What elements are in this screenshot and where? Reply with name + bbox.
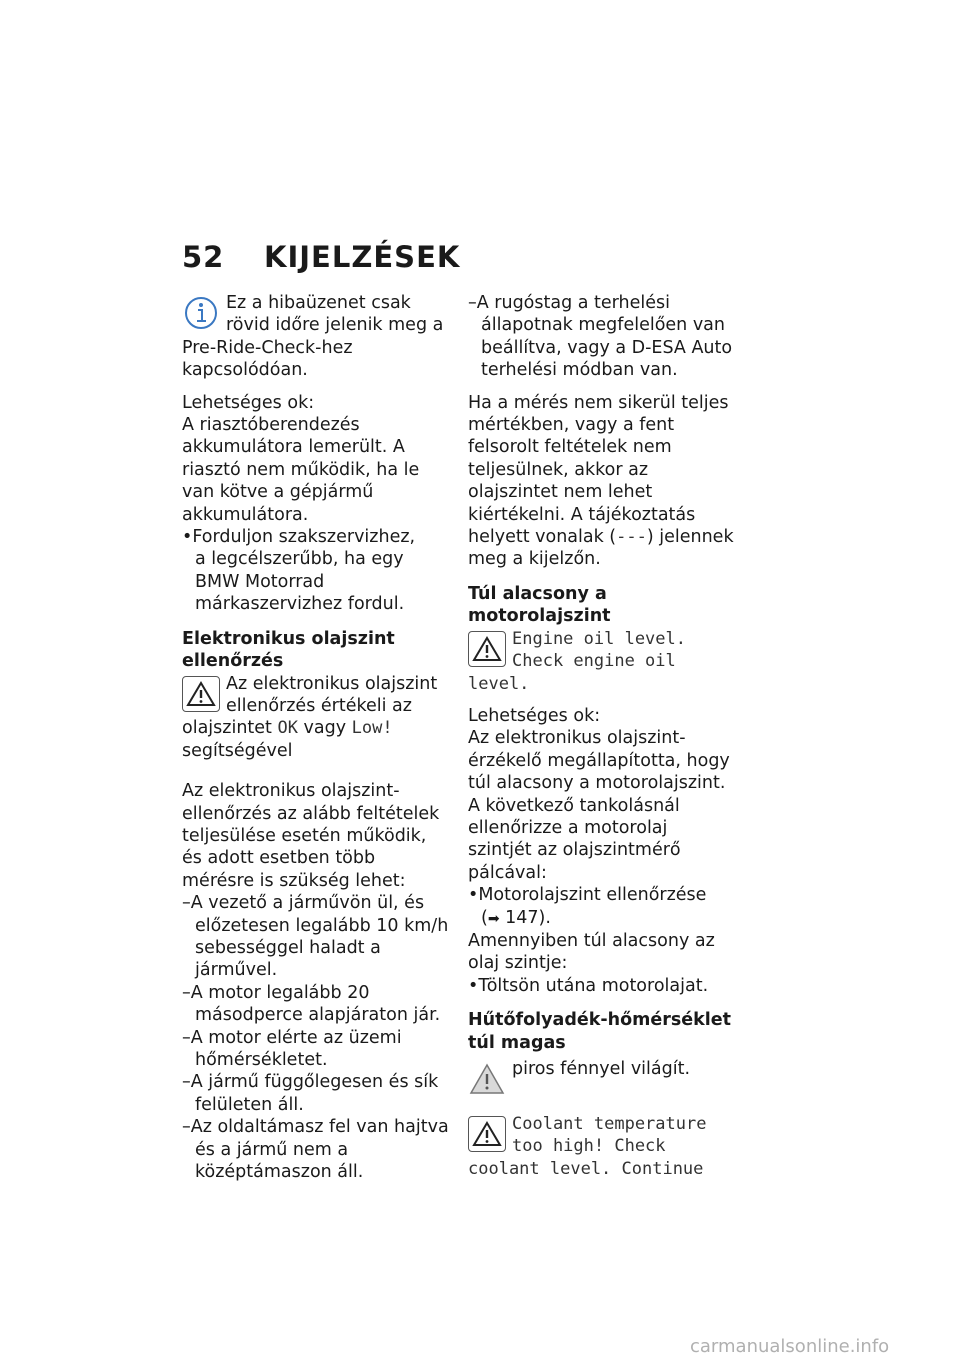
fail-text: Ha a mérés nem sikerül teljes mértékben, vagy a fent felsorolt feltételek nem teljesülnek, akkor az olajszintet nem lehet kiértékelni. A tájékoztatás helyett vonalak (---) jelennek meg a kijelzőn.: [468, 392, 734, 570]
warning-triangle-icon: [182, 676, 220, 712]
warning-triangle-icon: [468, 631, 506, 667]
warning-triangle-icon: [468, 1061, 506, 1097]
warning-block-oil-low: [468, 628, 736, 695]
condition-item: –A jármű függőlegesen és sík felületen áll.: [182, 1072, 439, 1115]
warning-triangle-icon: [468, 1116, 506, 1152]
page-title: KIJELZÉSEK: [264, 240, 461, 274]
possible-cause-label: Lehetséges ok:: [468, 705, 601, 726]
conditions-intro: Az elektronikus olajszint-ellenőrzés az alább feltételek teljesülése esetén működik, és adott esetben több mérésre is szükség lehet:: [182, 781, 440, 891]
condition-item: –A rugóstag a terhelési állapotnak megfelelően van beállítva, vagy a D-ESA Auto terhelési módban van.: [468, 293, 733, 381]
ok-code: OK: [277, 718, 298, 739]
bullet-continuation: a legcélszerűbb, ha egy BMW Motorrad márkaszervizhez fordul.: [195, 549, 405, 615]
low-code: Low!: [351, 718, 393, 739]
right-column: [468, 292, 736, 1180]
heading-oil-low: Túl alacsony a motorolajszint: [468, 583, 611, 627]
page-reference: (➡ 147).: [481, 907, 551, 928]
if-low-text: Amennyiben túl alacsony az olaj szintje:: [468, 930, 715, 974]
info-icon: [182, 295, 220, 331]
arrow-right-icon: ➡: [487, 910, 500, 927]
warning-text: Az elektronikus olajszint ellenőrzés értékeli az olajszintet OK vagy Low! segítségével: [182, 673, 438, 761]
page-number: 52: [182, 240, 225, 274]
dashes-code: ---: [616, 527, 647, 548]
warning-block-oil: [182, 673, 450, 763]
condition-item: –A vezető a járművön ül, és előzetesen legalább 10 km/h sebességgel haladt a járművel.: [182, 893, 449, 981]
condition-item: –Az oldaltámasz fel van hajtva és a jármű nem a középtámaszon áll.: [182, 1117, 449, 1183]
coolant-message: Coolant temperature too high! Check coolant level. Continue: [468, 1114, 707, 1179]
left-column: [182, 292, 450, 1183]
condition-item: –A motor legalább 20 másodperce alapjáraton jár.: [182, 982, 441, 1026]
condition-item: –A motor elérte az üzemi hőmérsékletet.: [182, 1027, 402, 1070]
bullet-item: •Töltsön utána motorolajat.: [468, 975, 709, 996]
info-note: [182, 292, 450, 382]
coolant-light-text: piros fénnyel világít.: [512, 1059, 691, 1079]
heading-coolant: Hűtőfolyadék-hőmérséklet túl magas: [468, 1010, 732, 1053]
possible-cause-label: Lehetséges ok:: [182, 392, 315, 413]
oil-cause-text: Az elektronikus olajszint-érzékelő megállapította, hogy túl alacsony a motorolajszint. A következő tankolásnál ellenőrizze a motorolaj szintjét az olajszintmérő pálcával:: [468, 728, 730, 883]
warning-block-coolant: [468, 1113, 736, 1180]
info-note-text: Ez a hibaüzenet csak rövid időre jelenik meg a Pre-Ride-Check-hez kapcsolódóan.: [182, 293, 444, 381]
oil-message: Engine oil level. Check engine oil level.: [468, 628, 686, 694]
watermark: carmanualsonline.info: [690, 1336, 890, 1357]
bullet-item: •Forduljon szakszervizhez,: [182, 527, 416, 548]
page-header: [182, 240, 460, 274]
cause-text: A riasztóberendezés akkumulátora lemerült. A riasztó nem működik, ha le van kötve a gépjármű akkumulátora.: [182, 415, 420, 525]
heading-oil-check: Elektronikus olajszint ellenőrzés: [182, 628, 395, 672]
coolant-light-block: [468, 1058, 736, 1099]
bullet-item: •Motorolajszint ellenőrzése: [468, 885, 707, 906]
